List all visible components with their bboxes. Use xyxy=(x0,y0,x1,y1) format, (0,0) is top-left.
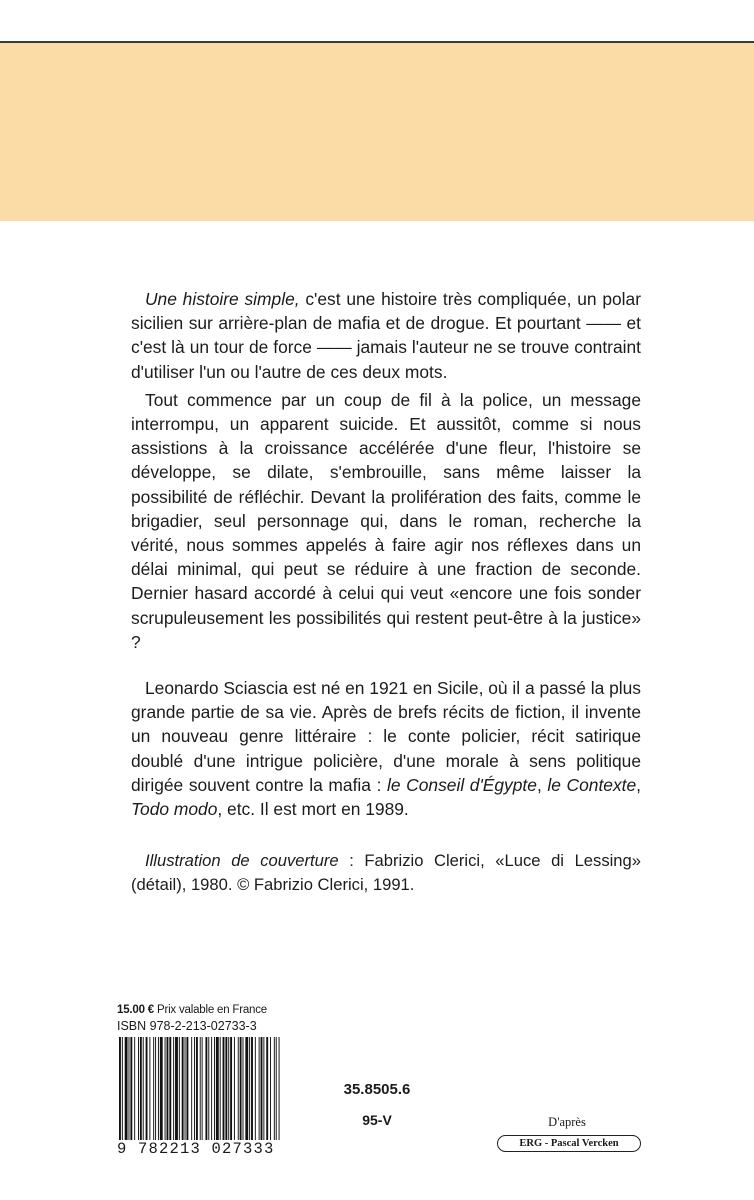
barcode-bar xyxy=(165,1037,166,1154)
barcode-bar xyxy=(245,1037,248,1154)
back-cover-text xyxy=(131,287,641,898)
barcode-bar xyxy=(243,1037,244,1154)
barcode-bar xyxy=(202,1037,203,1154)
barcode-bar xyxy=(129,1037,130,1154)
barcode-bar xyxy=(249,1037,250,1154)
barcode-bar xyxy=(205,1037,207,1154)
author-bio xyxy=(131,676,641,821)
barcode-bar xyxy=(130,1037,132,1154)
barcode-bar xyxy=(173,1037,174,1154)
work-title-1: le Conseil d'Égypte xyxy=(387,774,537,795)
barcode-bar xyxy=(234,1037,235,1154)
barcode-bar xyxy=(182,1037,184,1154)
barcode-bar xyxy=(263,1037,264,1154)
barcode-bar xyxy=(216,1037,219,1154)
illustration-credit xyxy=(131,849,641,897)
barcode-bar xyxy=(149,1037,150,1154)
author-bio-text-b: , etc. Il est mort en 1989. xyxy=(217,799,409,820)
barcode-bar xyxy=(160,1037,163,1154)
barcode-bar xyxy=(169,1037,171,1154)
barcode xyxy=(117,1037,282,1154)
design-credit-badge: ERG - Pascal Vercken xyxy=(497,1135,641,1152)
barcode-bar xyxy=(125,1037,128,1154)
blurb-paragraph-1 xyxy=(131,287,641,384)
barcode-bar xyxy=(211,1037,212,1154)
barcode-bar xyxy=(270,1037,271,1154)
barcode-bar xyxy=(186,1037,188,1154)
barcode-bar xyxy=(255,1037,256,1154)
barcode-bar xyxy=(194,1037,195,1154)
blurb-paragraph-2: Tout commence par un coup de fil à la police, un message interrompu, un apparent suicide. Et aussitôt, comme si nous assistions à la croissance accélérée d'une fleur, l'histoire se développe, se dilate, s'embrouille, sans même laisser la possibilité de réfléchir. Devant la prolifération des faits, comme le brigadier, seul personnage qui, dans le roman, recherche la vérité, nous sommes appelés à faire agir nos réflexes dans un délai minimal, qui peut se réduire à une fraction de seconde. Dernier hasard accordé à celui qui veut «encore une fois sonder scrupuleusement les possibilités qui restent peut-être à la justice» ? xyxy=(131,389,641,652)
barcode-bar xyxy=(185,1037,186,1154)
barcode-bar xyxy=(251,1037,253,1154)
blurb-paragraph-1-text: c'est une histoire très compliquée, un polar sicilien sur arrière-plan de mafia et de drogue. Et pourtant —— et c'est là un tour de force —— jamais l'auteur ne se trouve contraint d'utiliser l'un ou l'autre de ces deux mots. xyxy=(131,289,641,382)
catalog-code: 35.8505.6 xyxy=(343,1081,411,1098)
barcode-bar xyxy=(175,1037,178,1154)
barcode-bar xyxy=(208,1037,209,1154)
barcode-bar xyxy=(196,1037,198,1154)
sep-2: , xyxy=(636,774,641,795)
price-line xyxy=(117,1004,267,1016)
barcode-bar xyxy=(122,1037,123,1154)
barcode-bar xyxy=(259,1037,260,1154)
isbn: ISBN 978-2-213-02733-3 xyxy=(117,1019,257,1033)
barcode-bar xyxy=(279,1037,280,1154)
barcode-bar xyxy=(143,1037,144,1154)
barcode-bar xyxy=(179,1037,180,1154)
barcode-bar xyxy=(191,1037,192,1154)
barcode-bar xyxy=(200,1037,201,1154)
barcode-bar xyxy=(266,1037,268,1154)
barcode-bar xyxy=(274,1037,275,1154)
barcode-bar xyxy=(240,1037,242,1154)
barcode-bar xyxy=(155,1037,156,1154)
author-bio-text-a: Leonardo Sciascia est né en 1921 en Sicile, où il a passé la plus grande partie de sa vie. Après de brefs récits de fiction, il invente un nouveau genre littéraire : le conte policier, récit satirique doublé d'une intrigue policière, d'une morale à sens politique dirigée souvent contre la mafia : xyxy=(131,678,641,795)
barcode-bar xyxy=(230,1037,232,1154)
barcode-bar xyxy=(238,1037,239,1154)
catalog-subcode: 95-V xyxy=(362,1112,392,1128)
illustration-label: Illustration de couverture xyxy=(145,851,339,871)
book-title-italic: Une histoire simple, xyxy=(145,289,300,309)
barcode-bar xyxy=(167,1037,169,1154)
price: 15.00 € xyxy=(117,1004,154,1016)
work-title-2: le Contexte xyxy=(547,774,637,795)
barcode-bar xyxy=(146,1037,148,1154)
sep-1: , xyxy=(536,774,548,795)
barcode-bar xyxy=(119,1037,121,1154)
illustration-text: : Fabrizio Clerici, «Luce di Lessing» (détail), 1980. © Fabrizio Clerici, 1991. xyxy=(131,851,641,895)
barcode-bar xyxy=(223,1037,225,1154)
work-title-3: Todo modo xyxy=(131,799,218,820)
barcode-bar xyxy=(225,1037,227,1154)
price-note: Prix valable en France xyxy=(153,1004,267,1016)
barcode-bar xyxy=(228,1037,229,1154)
barcode-bar xyxy=(158,1037,159,1154)
cover-color-band xyxy=(0,43,754,221)
barcode-digits: 9 782213 027333 xyxy=(117,1140,282,1158)
barcode-bar xyxy=(261,1037,263,1154)
barcode-bar xyxy=(138,1037,139,1154)
barcode-bar xyxy=(214,1037,215,1154)
barcode-bar xyxy=(153,1037,154,1154)
barcode-bar xyxy=(276,1037,277,1154)
barcode-bar xyxy=(140,1037,142,1154)
barcode-bar xyxy=(220,1037,221,1154)
barcode-bar xyxy=(134,1037,135,1154)
design-credit-label: D'après xyxy=(548,1115,586,1129)
